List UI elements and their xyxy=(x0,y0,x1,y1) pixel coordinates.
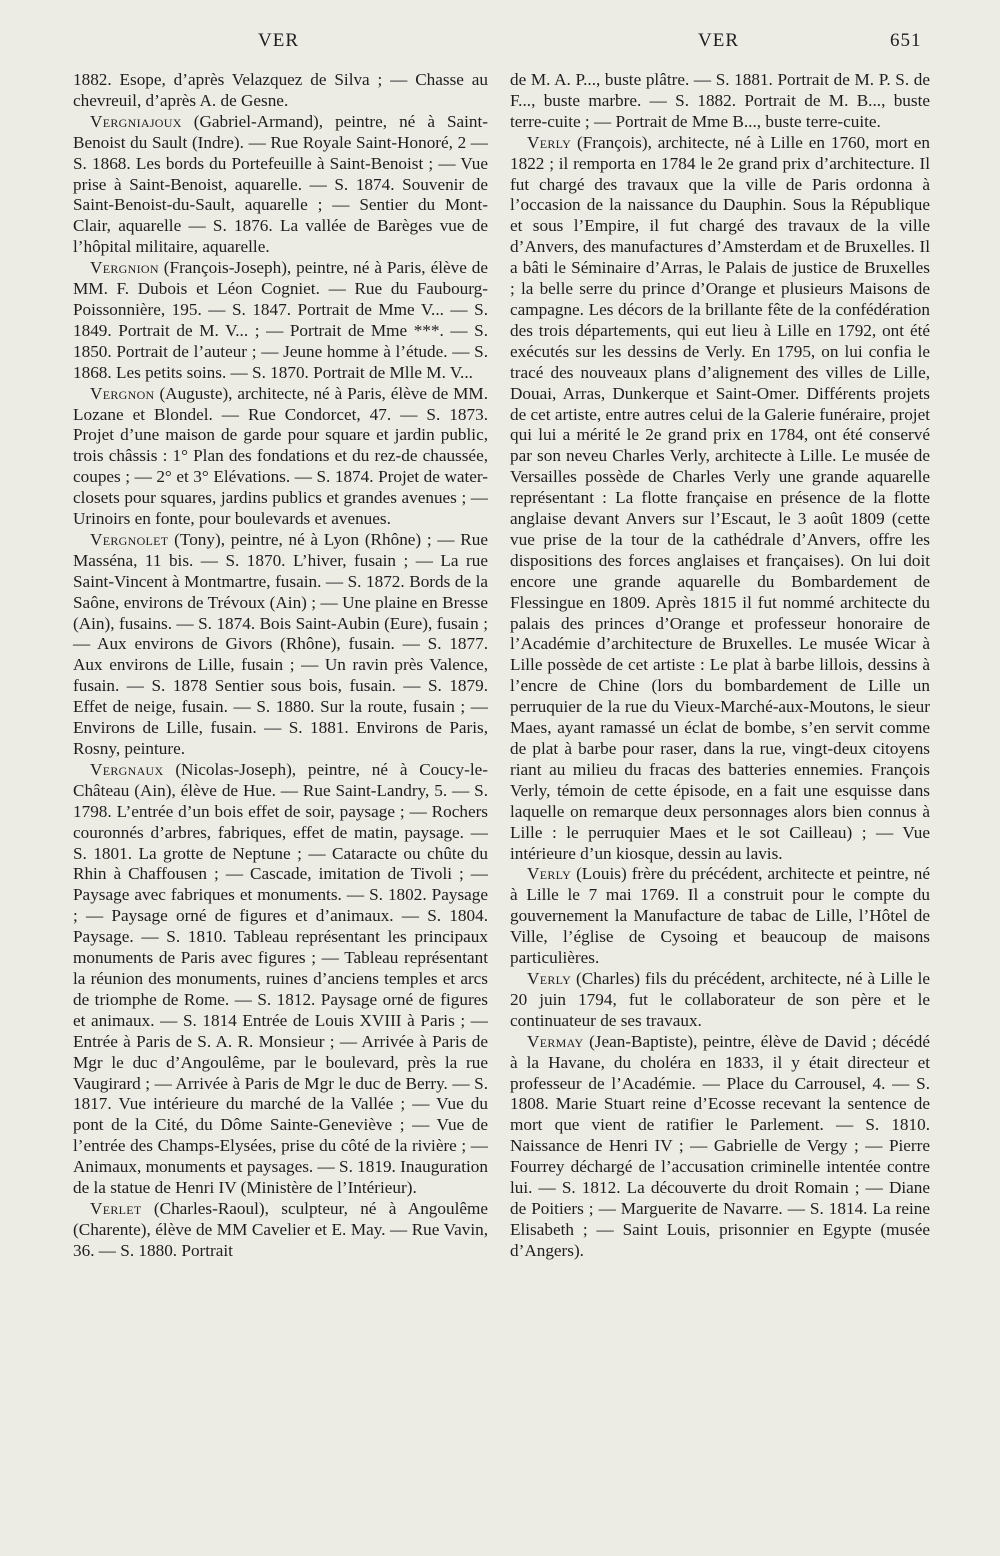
entry-headword: Vergnaux xyxy=(90,759,164,779)
dictionary-entry xyxy=(73,258,488,383)
entry-text: (Louis) frère du précédent, architecte et peintre, né à Lille le 7 mai 1769. Il a construit pour le compte du gouvernement la Manufacture de tabac de Lille, l’Hôtel de Ville, l’église de Cysoing et beaucoup de maisons particulières. xyxy=(510,864,931,968)
dictionary-entry xyxy=(73,760,488,1199)
dictionary-entry xyxy=(73,1199,488,1262)
dictionary-entry xyxy=(73,530,488,760)
dictionary-entry xyxy=(510,1032,930,1262)
left-column xyxy=(73,70,488,1262)
dictionary-entry xyxy=(510,133,930,865)
entry-headword: Vermay xyxy=(527,1031,584,1051)
entry-text: (Jean-Baptiste), peintre, élève de David ; décédé à la Havane, du choléra en 1833, il y était directeur et professeur de l’Académie. — Place du Carrousel, 4. — S. 1808. Marie Stuart reine d’Ecosse recevant la sentence de mort que vient de ratifier le Parlement. — S. 1810. Naissance de Henri IV ; — Gabrielle de Vergy ; — Pierre Fourrey déchargé de l’accusation criminelle intentée contre lui. — S. 1812. La découverte du droit Romain ; — Diane de Poitiers ; — Marguerite de Navarre. — S. 1814. La reine Elisabeth ; — Saint Louis, prisonnier en Egypte (musée d’Angers). xyxy=(510,1031,931,1260)
dictionary-entry xyxy=(510,969,930,1032)
entry-continuation xyxy=(73,70,488,112)
right-column xyxy=(510,70,930,1262)
entry-headword: Verly xyxy=(527,864,572,884)
entry-headword: Vergnon xyxy=(90,383,155,403)
dictionary-entry xyxy=(73,384,488,530)
page-number: 651 xyxy=(890,30,922,51)
entry-continuation xyxy=(510,70,930,133)
entry-text: 1882. Esope, d’après Velazquez de Silva ; — Chasse au chevreuil, d’après A. de Gesne. xyxy=(73,70,488,110)
running-head-right: VER xyxy=(698,30,739,51)
entry-text: (Charles-Raoul), sculpteur, né à Angoulême (Charente), élève de MM Cavelier et E. May. — Rue Vavin, 36. — S. 1880. Portrait xyxy=(73,1198,488,1260)
entry-text: (Nicolas-Joseph), peintre, né à Coucy-le-Château (Ain), élève de Hue. — Rue Saint-Landry, 5. — S. 1798. L’entrée d’un bois effet de soir, paysage ; — Rochers couronnés d’arbres, fabriques, effet de matin, paysage. — S. 1801. La grotte de Neptune ; — Cataracte ou chûte du Rhin à Chaffousen ; — Cascade, imitation de Tivoli ; — Paysage avec fabriques et monuments. — S. 1802. Paysage ; — Paysage orné de figures et d’animaux. — S. 1804. Paysage. — S. 1810. Tableau représentant les principaux monuments de Paris avec figures ; — Tableau représentant la réunion des monuments, ruines d’anciens temples et arcs de triomphe de Rome. — S. 1812. Paysage orné de figures et animaux. — S. 1814 Entrée de Louis XVIII à Paris ; — Entrée à Paris de S. A. R. Monsieur ; — Arrivée à Paris de Mgr le duc d’Angoulême, par le boulevard, près la rue Vaugirard ; — Arrivée à Paris de Mgr le duc de Berry. — S. 1817. Vue intérieure du marché de la Vallée ; — Vue du pont de la Cité, du Dôme Sainte-Geneviève ; — Vue de l’entrée des Champs-Elysées, prise du côté de la rivière ; — Animaux, monuments et paysages. — S. 1819. Inauguration de la statue de Henri IV (Ministère de l’Intérieur). xyxy=(73,759,489,1198)
entry-text: (François-Joseph), peintre, né à Paris, élève de MM. F. Dubois et Léon Cogniet. — Rue du Faubourg-Poissonnière, 195. — S. 1847. Portrait de Mme V... — S. 1849. Portrait de M. V... ; — Portrait de Mme ***. — S. 1850. Portrait de l’auteur ; — Jeune homme à l’étude. — S. 1868. Les petits soins. — S. 1870. Portrait de Mlle M. V... xyxy=(73,258,489,382)
entry-text: de M. A. P..., buste plâtre. — S. 1881. Portrait de M. P. S. de F..., buste marbre. — S. 1882. Portrait de M. B..., buste terre-cuite ; — Portrait de Mme B..., buste terre-cuite. xyxy=(510,70,930,131)
entry-headword: Verly xyxy=(527,968,572,988)
entry-text: (Gabriel-Armand), peintre, né à Saint-Benoist du Sault (Indre). — Rue Royale Saint-Honoré, 2 — S. 1868. Les bords du Portefeuille à Saint-Benoist ; — Vue prise à Saint-Benoist, aquarelle. — S. 1874. Souvenir de Saint-Benoist-du-Sault, aquarelle ; — Sentier du Mont-Clair, aquarelle — S. 1876. La vallée de Barèges vue de l’hôpital militaire, aquarelle. xyxy=(73,111,489,257)
entry-headword: Verlet xyxy=(90,1198,142,1218)
entry-text: (Auguste), architecte, né à Paris, élève de MM. Lozane et Blondel. — Rue Condorcet, 47. — S. 1873. Projet d’une maison de garde pour square et jardin public, trois châssis : 1° Plan des fondations et du rez-de chaussée, coupes ; — 2° et 3° Elévations. — S. 1874. Projet de water-closets pour squares, jardins publics et grandes avenues ; — Urinoirs en fonte, pour boulevards et avenues. xyxy=(73,383,488,529)
entry-headword: Vergnolet xyxy=(90,529,169,549)
entry-text: (Charles) fils du précédent, architecte, né à Lille le 20 juin 1794, fut le collaborateur de son père et le continuateur de ses travaux. xyxy=(510,968,931,1030)
dictionary-entry xyxy=(510,864,930,969)
entry-headword: Verly xyxy=(527,132,572,152)
running-head-left: VER xyxy=(258,30,299,51)
entry-headword: Vergniajoux xyxy=(90,111,182,131)
entry-text: (François), architecte, né à Lille en 1760, mort en 1822 ; il remporta en 1784 le 2e grand prix d’architecture. Il fut chargé des travaux que la ville de Paris ordonna à l’occasion de la naissance du Dauphin. Sous la République et sous l’Empire, il fut chargé des travaux de la ville d’Anvers, des manufactures d’Amsterdam et de Bruxelles. Il a bâti le Séminaire d’Arras, le Palais de justice de Bruxelles ; la belle serre du prince d’Orange et plusieurs Maisons de campagne. Les décors de la brillante fête de la confédération des trois départements, qui eut lieu à Lille en 1792, ont été exécutés sur les dessins de Verly. En 1795, on lui confia le tracé des nouveaux plans d’alignement des villes de Lille, Douai, Arras, Dunkerque et Saint-Omer. Différents projets de cet artiste, entre autres celui de la Galerie funéraire, projet qui lui a mérité le 2e grand prix en 1784, ont été conservé par son neveu Charles Verly, architecte à Lille. Le musée de Versailles possède de Charles Verly une grande aquarelle représentant : La flotte française en présence de la flotte anglaise devant Anvers sur l’Escaut, le 3 août 1809 (cette vue prise de la tour de la cathédrale d’Anvers, offre les dispositions des forces anglaises et françaises). On lui doit encore une grande aquarelle du Bombardement de Flessingue en 1809. Après 1815 il fut nommé architecte du palais des princes d’Orange et professeur honoraire de l’Académie d’architecture de Bruxelles. Le musée Wicar à Lille possède de cet artiste : Le plat à barbe lillois, dessins à l’encre de Chine (lors du bombardement de Lille un perruquier de la rue du Vieux-Marché-aux-Moutons, le sieur Maes, ayant ramassé un éclat de bombe, s’en servit comme de plat à barbe pour raser, dans la rue, vingt-deux citoyens riant au milieu du fracas des batteries ennemies. François Verly, témoin de cette épisode, en a fait une esquisse dans laquelle on remarque deux personnages alors bien connus à Lille : le perruquier Maes et le sot Cailleau) ; — Vue intérieure d’un kiosque, dessin au lavis. xyxy=(510,132,931,863)
dictionary-entry xyxy=(73,112,488,258)
entry-headword: Vergnion xyxy=(90,258,159,278)
entry-text: (Tony), peintre, né à Lyon (Rhône) ; — Rue Masséna, 11 bis. — S. 1870. L’hiver, fusain ; — La rue Saint-Vincent à Montmartre, fusain. — S. 1872. Bords de la Saône, environs de Trévoux (Ain) ; — Une plaine en Bresse (Ain), fusains. — S. 1874. Bois Saint-Aubin (Eure), fusain ; — Aux environs de Givors (Rhône), fusain. — S. 1877. Aux environs de Lille, fusain ; — Un ravin près Valence, fusain. — S. 1878 Sentier sous bois, fusain. — S. 1879. Effet de neige, fusain. — S. 1880. Sur la route, fusain ; — Environs de Lille, fusain. — S. 1881. Environs de Paris, Rosny, peinture. xyxy=(73,529,488,758)
